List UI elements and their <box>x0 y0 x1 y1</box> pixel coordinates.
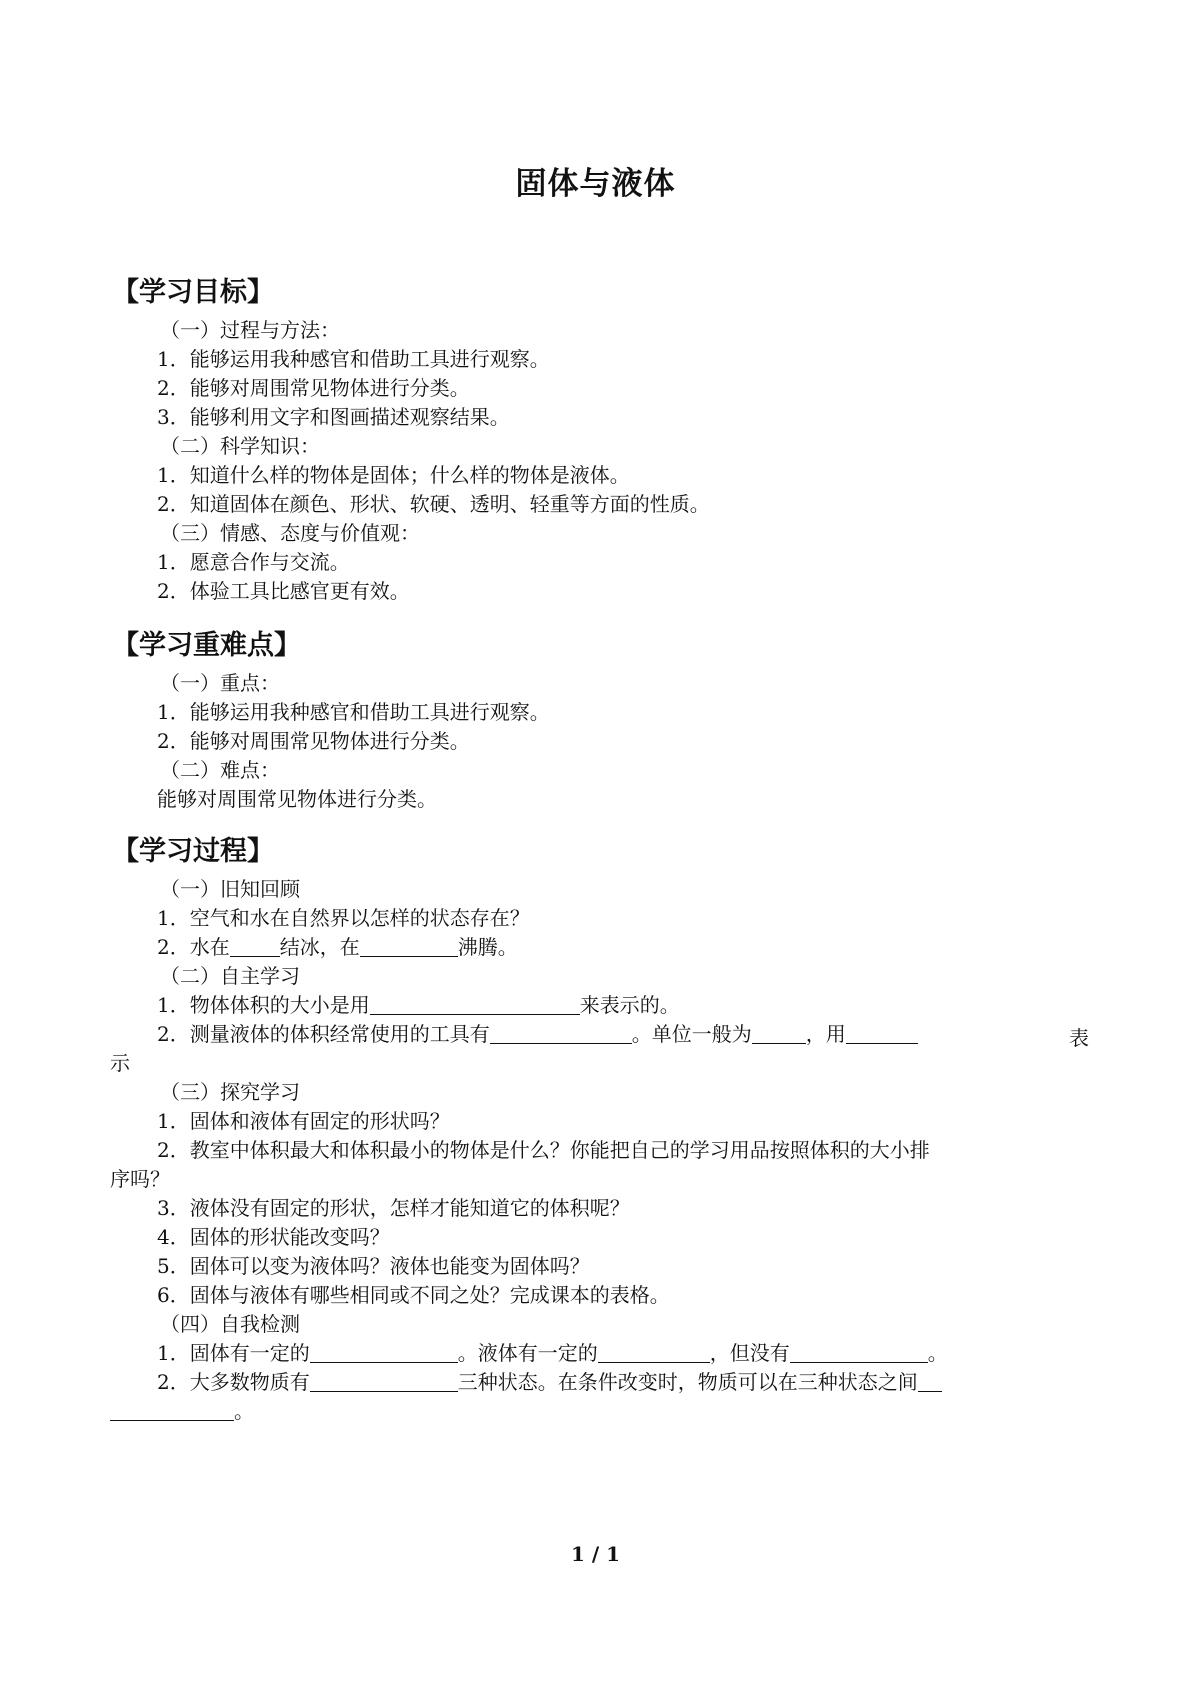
answer-blank[interactable] <box>752 1023 806 1044</box>
goals-item: 2．体验工具比感官更有效。 <box>157 579 410 603</box>
page-number: 1 / 1 <box>570 1542 621 1566</box>
inquiry-item-wrap: 序吗？ <box>110 1167 170 1191</box>
self-study-item-fill: 1．物体体积的大小是用 来表示的。 <box>157 993 680 1017</box>
answer-blank[interactable] <box>490 1023 632 1044</box>
key-item: 1．能够运用我种感官和借助工具进行观察。 <box>157 700 550 724</box>
difficulty-item: 能够对周围常见物体进行分类。 <box>157 787 437 811</box>
section-heading-goals: 【学习目标】 <box>112 277 274 308</box>
process-subheading-1: （一）旧知回顾 <box>160 877 300 901</box>
self-test-item-wrap: 。 <box>110 1399 254 1423</box>
process-subheading-2: （二）自主学习 <box>160 964 300 988</box>
review-item: 1．空气和水在自然界以怎样的状态存在？ <box>157 906 530 930</box>
self-study-item-wrap: 示 <box>110 1051 130 1075</box>
answer-blank[interactable] <box>310 1342 458 1363</box>
self-study-item-tail: 表 <box>1069 1026 1089 1050</box>
section-heading-process: 【学习过程】 <box>112 836 274 867</box>
self-study-item-fill: 2．测量液体的体积经常使用的工具有 。单位一般为 ，用 <box>157 1022 918 1046</box>
answer-blank[interactable] <box>370 994 580 1015</box>
answer-blank[interactable] <box>918 1371 942 1392</box>
answer-blank[interactable] <box>598 1342 710 1363</box>
goals-subheading-3: （三）情感、态度与价值观： <box>160 521 420 545</box>
key-subheading-1: （一）重点： <box>160 671 280 695</box>
goals-subheading-2: （二）科学知识： <box>160 434 320 458</box>
review-item-fill: 2．水在 结冰，在 沸腾。 <box>157 935 518 959</box>
answer-blank[interactable] <box>846 1023 918 1044</box>
inquiry-item: 6．固体与液体有哪些相同或不同之处？完成课本的表格。 <box>157 1283 670 1307</box>
goals-item: 3．能够利用文字和图画描述观察结果。 <box>157 405 510 429</box>
answer-blank[interactable] <box>110 1400 234 1421</box>
key-subheading-2: （二）难点： <box>160 758 280 782</box>
inquiry-item: 2．教室中体积最大和体积最小的物体是什么？你能把自己的学习用品按照体积的大小排 <box>157 1138 930 1162</box>
goals-subheading-1: （一）过程与方法： <box>160 318 340 342</box>
goals-item: 1．愿意合作与交流。 <box>157 550 350 574</box>
answer-blank[interactable] <box>230 936 280 957</box>
inquiry-item: 1．固体和液体有固定的形状吗？ <box>157 1109 450 1133</box>
section-heading-key-points: 【学习重难点】 <box>112 630 301 661</box>
self-test-item-fill: 2．大多数物质有 三种状态。在条件改变时，物质可以在三种状态之间 <box>157 1370 942 1394</box>
inquiry-item: 3．液体没有固定的形状，怎样才能知道它的体积呢？ <box>157 1196 630 1220</box>
inquiry-item: 5．固体可以变为液体吗？液体也能变为固体吗？ <box>157 1254 590 1278</box>
inquiry-item: 4．固体的形状能改变吗？ <box>157 1225 390 1249</box>
answer-blank[interactable] <box>360 936 458 957</box>
goals-item: 1．知道什么样的物体是固体；什么样的物体是液体。 <box>157 463 630 487</box>
key-item: 2．能够对周围常见物体进行分类。 <box>157 729 470 753</box>
answer-blank[interactable] <box>310 1371 458 1392</box>
goals-item: 2．能够对周围常见物体进行分类。 <box>157 376 470 400</box>
process-subheading-3: （三）探究学习 <box>160 1080 300 1104</box>
process-subheading-4: （四）自我检测 <box>160 1312 300 1336</box>
goals-item: 2．知道固体在颜色、形状、软硬、透明、轻重等方面的性质。 <box>157 492 710 516</box>
document-title: 固体与液体 <box>515 166 676 202</box>
self-test-item-fill: 1．固体有一定的 。液体有一定的 ，但没有 。 <box>157 1341 948 1365</box>
answer-blank[interactable] <box>790 1342 928 1363</box>
goals-item: 1．能够运用我种感官和借助工具进行观察。 <box>157 347 550 371</box>
